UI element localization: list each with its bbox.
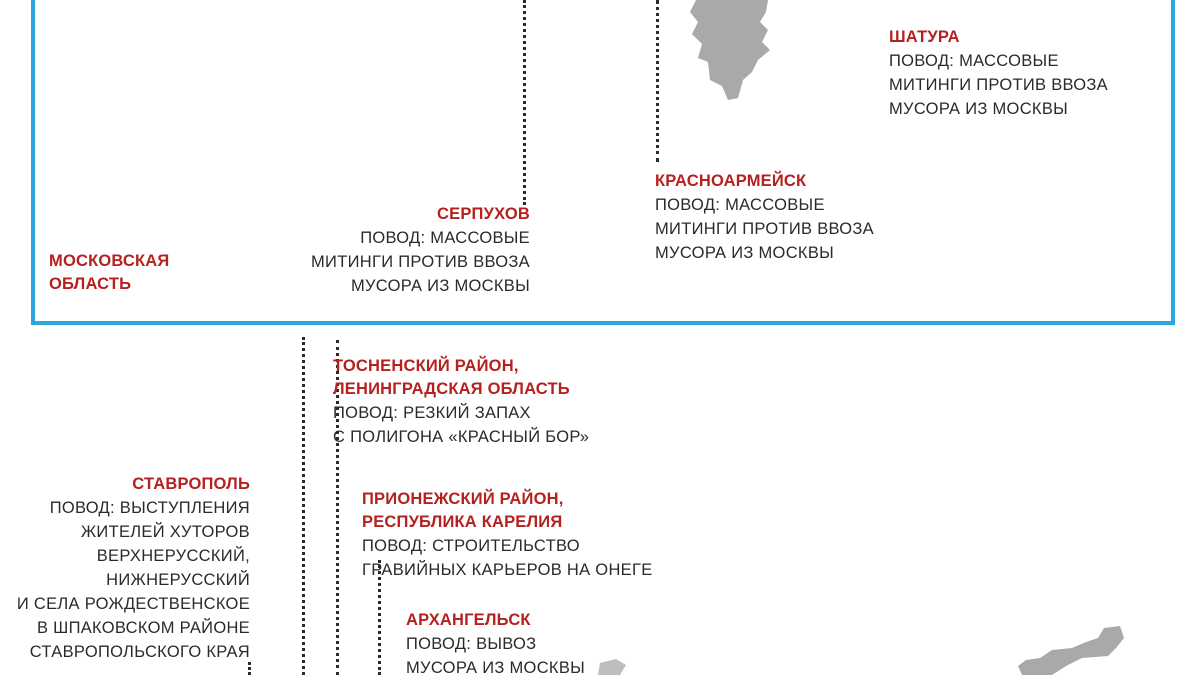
location-text-line: МУСОРА ИЗ МОСКВЫ (350, 277, 530, 295)
location-text-line: ВЕРХНЕРУССКИЙ, (96, 547, 250, 565)
location-title: СЕРПУХОВ (437, 205, 530, 223)
region-label-line2: ОБЛАСТЬ (49, 275, 132, 293)
location-text-line: С ПОЛИГОНА «КРАСНЫЙ БОР» (333, 428, 590, 446)
location-text-line: ПОВОД: ВЫВОЗ (406, 635, 537, 653)
region-map-shape-small (590, 655, 630, 675)
location-title: АРХАНГЕЛЬСК (406, 611, 531, 629)
connector-line-tosno (302, 337, 305, 675)
location-prionezhsky (362, 488, 653, 582)
location-stavropol (0, 473, 250, 664)
location-text-line: ПОВОД: ВЫСТУПЛЕНИЯ (49, 499, 250, 517)
location-arkhangelsk (406, 609, 585, 680)
location-text-line: ПОВОД: СТРОИТЕЛЬСТВО (362, 537, 580, 555)
location-text-line: В ШПАКОВСКОМ РАЙОНЕ (36, 619, 250, 637)
location-text-line: ПОВОД: МАССОВЫЕ (360, 229, 530, 247)
connector-line-krasnoarmeysk (656, 0, 659, 162)
location-krasnoarmeysk (655, 170, 874, 265)
connector-line-serpukhov (523, 0, 526, 205)
location-text-line: МИТИНГИ ПРОТИВ ВВОЗА (889, 76, 1108, 94)
location-text-line: МИТИНГИ ПРОТИВ ВВОЗА (311, 253, 530, 271)
location-serpukhov (260, 203, 530, 298)
region-label-moscow-oblast (49, 250, 169, 296)
region-label-line1: МОСКОВСКАЯ (49, 252, 170, 270)
location-text-line: ГРАВИЙНЫХ КАРЬЕРОВ НА ОНЕГЕ (362, 561, 653, 579)
location-text-line: ПОВОД: РЕЗКИЙ ЗАПАХ (333, 404, 531, 422)
location-text-line: МУСОРА ИЗ МОСКВЫ (406, 659, 586, 677)
region-map-shape-top (688, 0, 783, 102)
location-title: КРАСНОАРМЕЙСК (655, 172, 807, 190)
location-text-line: СТАВРОПОЛЬСКОГО КРАЯ (29, 643, 250, 661)
location-shatura (889, 26, 1108, 121)
location-tosno (333, 355, 589, 449)
location-text-line: ЖИТЕЛЕЙ ХУТОРОВ (80, 523, 250, 541)
location-text-line: ПОВОД: МАССОВЫЕ (655, 196, 825, 214)
location-title: РЕСПУБЛИКА КАРЕЛИЯ (362, 513, 563, 531)
location-title: СТАВРОПОЛЬ (132, 475, 250, 493)
location-title: ПРИОНЕЖСКИЙ РАЙОН, (362, 490, 564, 508)
location-text-line: МУСОРА ИЗ МОСКВЫ (889, 100, 1069, 118)
location-text-line: МУСОРА ИЗ МОСКВЫ (655, 244, 835, 262)
location-text-line: НИЖНЕРУССКИЙ (106, 571, 250, 589)
location-text-line: МИТИНГИ ПРОТИВ ВВОЗА (655, 220, 874, 238)
location-title: ЛЕНИНГРАДСКАЯ ОБЛАСТЬ (333, 380, 570, 398)
location-text-line: ПОВОД: МАССОВЫЕ (889, 52, 1059, 70)
location-title: ТОСНЕНСКИЙ РАЙОН, (333, 357, 519, 375)
region-map-shape-bottom (1012, 626, 1147, 675)
location-text-line: И СЕЛА РОЖДЕСТВЕНСКОЕ (16, 595, 250, 613)
location-title: ШАТУРА (889, 28, 960, 46)
